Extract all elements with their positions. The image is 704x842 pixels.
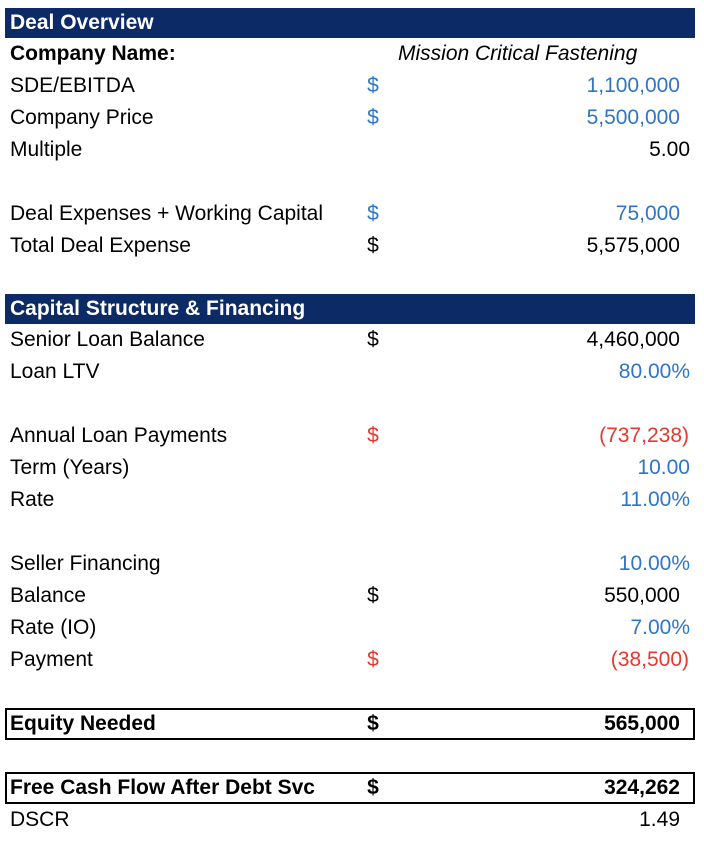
equity-needed-value[interactable]: 565,000 [604,712,680,735]
seller-balance-row [5,580,695,612]
seller-rate-io-label: Rate (IO) [10,616,97,639]
seller-balance-dollar-sign: $ [367,584,379,607]
sde-ebitda-value[interactable]: 1,100,000 [586,74,680,97]
company-name-value[interactable]: Mission Critical Fastening [398,42,638,65]
multiple-value[interactable]: 5.00 [649,138,690,161]
blank-row [5,262,695,294]
loan-ltv-label: Loan LTV [10,360,100,383]
term-years-value[interactable]: 10.00 [637,456,690,479]
senior-loan-row [5,324,695,356]
free-cash-flow-row [5,772,695,804]
senior-loan-dollar-sign: $ [367,328,379,351]
blank-row [5,388,695,420]
annual-loan-payments-label: Annual Loan Payments [10,424,228,447]
deal-expenses-label: Deal Expenses + Working Capital [10,202,324,225]
seller-rate-io-row [5,612,695,644]
rate-label: Rate [10,488,55,511]
term-years-label: Term (Years) [10,456,130,479]
deal-overview-header: Deal Overview [5,8,695,38]
annual-loan-payments-row [5,420,695,452]
blank-row [5,740,695,772]
deal-expenses-row [5,198,695,230]
free-cash-flow-value[interactable]: 324,262 [604,776,680,799]
deal-expenses-value[interactable]: 75,000 [615,202,680,225]
seller-financing-row [5,548,695,580]
total-deal-expense-label: Total Deal Expense [10,234,191,257]
equity-needed-dollar-sign: $ [367,712,379,735]
term-years-row [5,452,695,484]
annual-loan-payments-dollar-sign: $ [367,424,379,447]
blank-row [5,516,695,548]
rate-value[interactable]: 11.00% [620,488,690,511]
blank-row [5,676,695,708]
seller-payment-value[interactable]: (38,500) [610,648,689,671]
seller-payment-dollar-sign: $ [367,648,379,671]
loan-ltv-value[interactable]: 80.00% [618,360,690,383]
company-name-row [5,38,695,70]
deal-spreadsheet [5,8,695,836]
seller-payment-row [5,644,695,676]
blank-row [5,166,695,198]
sde-ebitda-label: SDE/EBITDA [10,74,135,97]
deal-expenses-dollar-sign: $ [367,202,379,225]
company-name-label: Company Name: [10,42,176,65]
multiple-label: Multiple [10,138,83,161]
seller-balance-value[interactable]: 550,000 [604,584,680,607]
total-deal-expense-row [5,230,695,262]
total-deal-expense-dollar-sign: $ [367,234,379,257]
seller-financing-value[interactable]: 10.00% [618,552,690,575]
dscr-row [5,804,695,836]
free-cash-flow-label: Free Cash Flow After Debt Svc [10,776,315,799]
company-price-row [5,102,695,134]
company-price-value[interactable]: 5,500,000 [586,106,680,129]
multiple-row [5,134,695,166]
total-deal-expense-value[interactable]: 5,575,000 [586,234,680,257]
company-price-dollar-sign: $ [367,106,379,129]
seller-financing-label: Seller Financing [10,552,161,575]
free-cash-flow-dollar-sign: $ [367,776,379,799]
seller-balance-label: Balance [10,584,86,607]
equity-needed-row [5,708,695,740]
dscr-label: DSCR [10,808,70,831]
sde-ebitda-dollar-sign: $ [367,74,379,97]
dscr-value[interactable]: 1.49 [639,808,680,831]
annual-loan-payments-value[interactable]: (737,238) [599,424,689,447]
rate-row [5,484,695,516]
company-price-label: Company Price [10,106,154,129]
sde-ebitda-row [5,70,695,102]
capital-structure-header: Capital Structure & Financing [5,294,695,324]
loan-ltv-row [5,356,695,388]
senior-loan-value[interactable]: 4,460,000 [586,328,680,351]
senior-loan-label: Senior Loan Balance [10,328,205,351]
seller-payment-label: Payment [10,648,93,671]
seller-rate-io-value[interactable]: 7.00% [630,616,690,639]
equity-needed-label: Equity Needed [10,712,156,735]
